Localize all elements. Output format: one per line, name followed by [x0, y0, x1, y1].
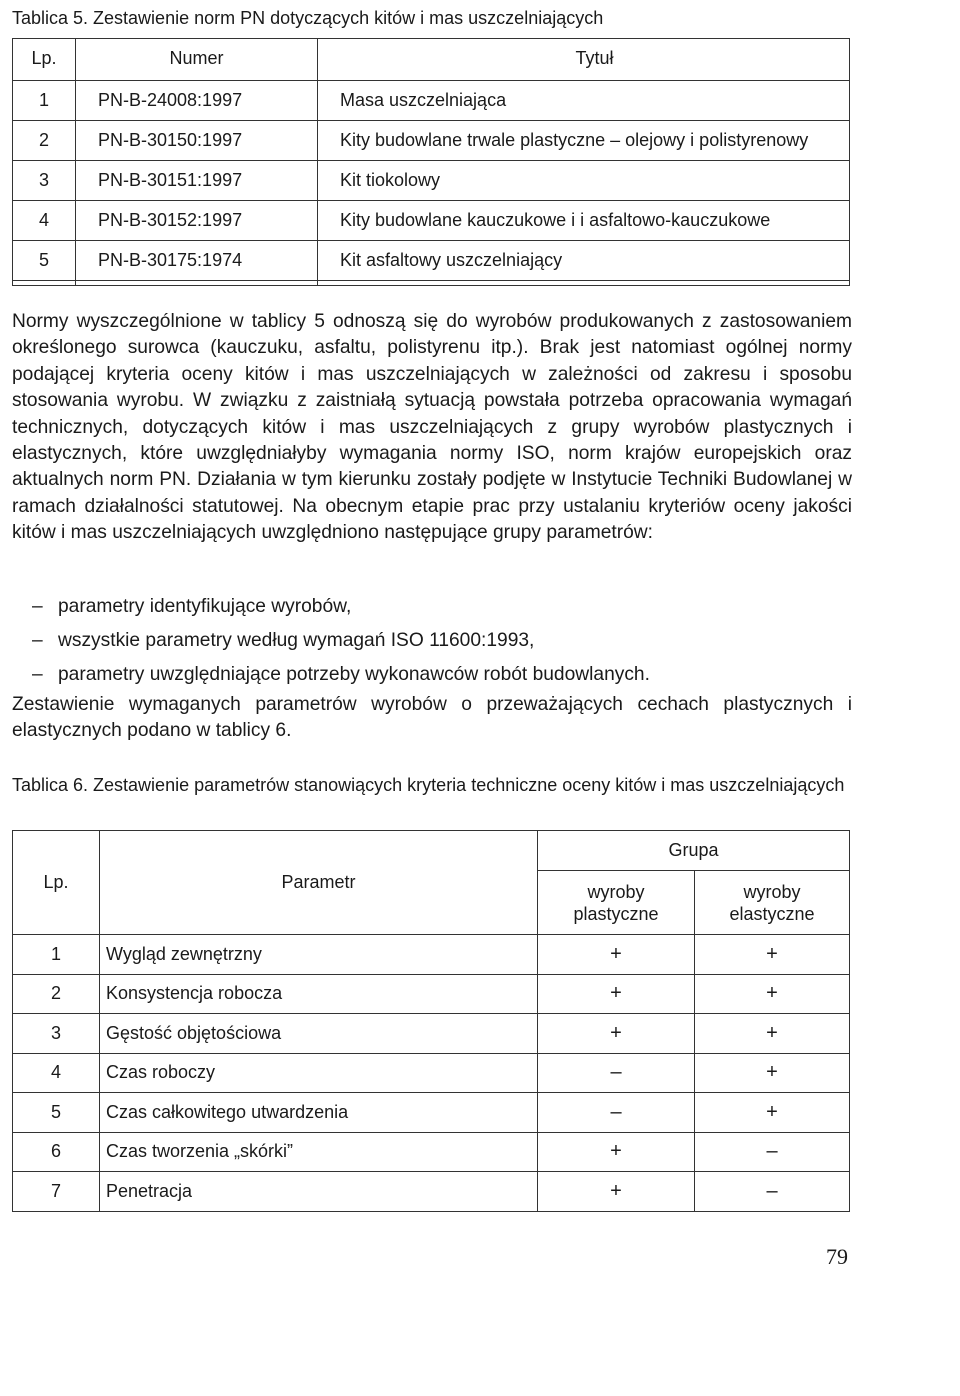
list-item-text: wszystkie parametry według wymagań ISO 11600:1993, [58, 630, 535, 651]
table6-cell-plastic: – [538, 1053, 695, 1093]
table6-cell-parameter: Konsystencja robocza [100, 974, 538, 1014]
table6-cell-lp: 3 [13, 1014, 100, 1054]
table6-cell-elastic: + [695, 1014, 850, 1054]
table6-header-elastic-line2: elastyczne [729, 903, 815, 924]
body-paragraph-1: Normy wyszczególnione w tablicy 5 odnoszą się do wyrobów produkowanych z zastosowaniem określonego surowca (kauczuku, asfaltu, polistyrenu itp.). Brak jest natomiast ogólnej normy podającej kryteria oceny kitów i mas uszczelniających w zależności od zakresu i sposobu stosowania wyrobu. W związku z zaistniałą sytuacją powstała potrzeba opracowania wymagań technicznych, dotyczących kitów i mas uszczelniających z grupy wyrobów plastycznych i elastycznych, które uwzględniałyby wymagania normy ISO, norm krajów europejskich oraz aktualnych norm PN. Działania w tym kierunku zostały podjęte w Instytucie Techniki Budowlanej w ramach działalności statutowej. Na obecnym etapie prac przy ustalaniu kryteriów oceny jakości kitów i mas uszczelniających uwzględniono następujące grupy parametrów: [12, 311, 852, 544]
table6-cell-plastic: – [538, 1093, 695, 1133]
table6-cell-elastic: – [695, 1172, 850, 1212]
table6-cell-lp: 5 [13, 1093, 100, 1133]
table6-cell-parameter: Wygląd zewnętrzny [100, 935, 538, 975]
table-row [13, 201, 850, 241]
table5-header-title: Tytuł [318, 39, 850, 81]
table6-header-group: Grupa [538, 831, 850, 871]
dash-mark: – [32, 596, 43, 617]
table5-cell-lp: 1 [13, 81, 76, 121]
parameter-group-list [12, 590, 852, 692]
table-row [13, 1172, 850, 1212]
table6-cell-parameter: Czas tworzenia „skórki” [100, 1132, 538, 1172]
table6-header-plastic-line1: wyroby [587, 881, 645, 902]
table5-cell-title: Masa uszczelniająca [318, 81, 850, 121]
list-item [12, 624, 852, 658]
table-row [13, 1053, 850, 1093]
table-row [13, 1014, 850, 1054]
table6-cell-elastic: + [695, 1093, 850, 1133]
table-row [13, 935, 850, 975]
table6-cell-plastic: + [538, 1132, 695, 1172]
table-row [13, 241, 850, 281]
table5-cell-number: PN-B-30152:1997 [76, 201, 318, 241]
table5-cell-title: Kity budowlane trwale plastyczne – olejowy i polistyrenowy [318, 121, 850, 161]
table-row [13, 1132, 850, 1172]
table6-cell-plastic: + [538, 935, 695, 975]
table5-spacer-row [13, 281, 850, 286]
table5 [12, 38, 850, 286]
table6-header-plastic [538, 871, 695, 935]
table5-cell-title: Kity budowlane kauczukowe i i asfaltowo-kauczukowe [318, 201, 850, 241]
table6-header-parameter: Parametr [100, 831, 538, 935]
table5-spacer-cell [76, 281, 318, 286]
dash-mark: – [32, 630, 43, 651]
table5-cell-number: PN-B-30175:1974 [76, 241, 318, 281]
table6-caption: Tablica 6. Zestawienie parametrów stanowiących kryteria techniczne oceny kitów i mas uszczelniających [12, 775, 845, 795]
table6-header-row-1 [13, 831, 850, 871]
dash-mark: – [32, 664, 43, 685]
list-item-text: parametry identyfikujące wyrobów, [58, 596, 352, 617]
table6-cell-lp: 7 [13, 1172, 100, 1212]
table-row [13, 161, 850, 201]
table6-cell-parameter: Gęstość objętościowa [100, 1014, 538, 1054]
table-row [13, 974, 850, 1014]
body-paragraph-2: Zestawienie wymaganych parametrów wyrobów o przeważających cechach plastycznych i elastycznych podano w tablicy 6. [12, 694, 852, 742]
page-number: 79 [826, 1244, 848, 1269]
table-row [13, 1093, 850, 1133]
table5-header-lp: Lp. [13, 39, 76, 81]
table6-cell-parameter: Penetracja [100, 1172, 538, 1212]
table6 [12, 830, 850, 1212]
table5-cell-title: Kit tiokolowy [318, 161, 850, 201]
table5-cell-number: PN-B-24008:1997 [76, 81, 318, 121]
table5-caption: Tablica 5. Zestawienie norm PN dotyczących kitów i mas uszczelniających [12, 8, 604, 28]
table5-cell-number: PN-B-30150:1997 [76, 121, 318, 161]
table5-spacer-cell [13, 281, 76, 286]
table6-cell-elastic: + [695, 974, 850, 1014]
table6-header-elastic-line1: wyroby [743, 881, 801, 902]
table6-header-elastic [695, 871, 850, 935]
table6-cell-plastic: + [538, 1014, 695, 1054]
table6-cell-elastic: – [695, 1132, 850, 1172]
table5-header-row [13, 39, 850, 81]
table5-cell-lp: 2 [13, 121, 76, 161]
table6-cell-plastic: + [538, 1172, 695, 1212]
list-item [12, 658, 852, 692]
table5-cell-number: PN-B-30151:1997 [76, 161, 318, 201]
table-row [13, 121, 850, 161]
table6-cell-lp: 1 [13, 935, 100, 975]
table6-cell-parameter: Czas roboczy [100, 1053, 538, 1093]
list-item [12, 590, 852, 624]
table5-spacer-cell [318, 281, 850, 286]
table6-header-lp: Lp. [13, 831, 100, 935]
table6-header-plastic-line2: plastyczne [573, 903, 659, 924]
table6-cell-lp: 6 [13, 1132, 100, 1172]
table6-cell-plastic: + [538, 974, 695, 1014]
table5-cell-lp: 4 [13, 201, 76, 241]
table5-cell-title: Kit asfaltowy uszczelniający [318, 241, 850, 281]
table-row [13, 81, 850, 121]
list-item-text: parametry uwzględniające potrzeby wykonawców robót budowlanych. [58, 664, 650, 685]
table5-cell-lp: 3 [13, 161, 76, 201]
table5-header-number: Numer [76, 39, 318, 81]
table6-cell-parameter: Czas całkowitego utwardzenia [100, 1093, 538, 1133]
table6-cell-elastic: + [695, 935, 850, 975]
table6-cell-lp: 4 [13, 1053, 100, 1093]
table6-cell-lp: 2 [13, 974, 100, 1014]
table5-cell-lp: 5 [13, 241, 76, 281]
table6-cell-elastic: + [695, 1053, 850, 1093]
